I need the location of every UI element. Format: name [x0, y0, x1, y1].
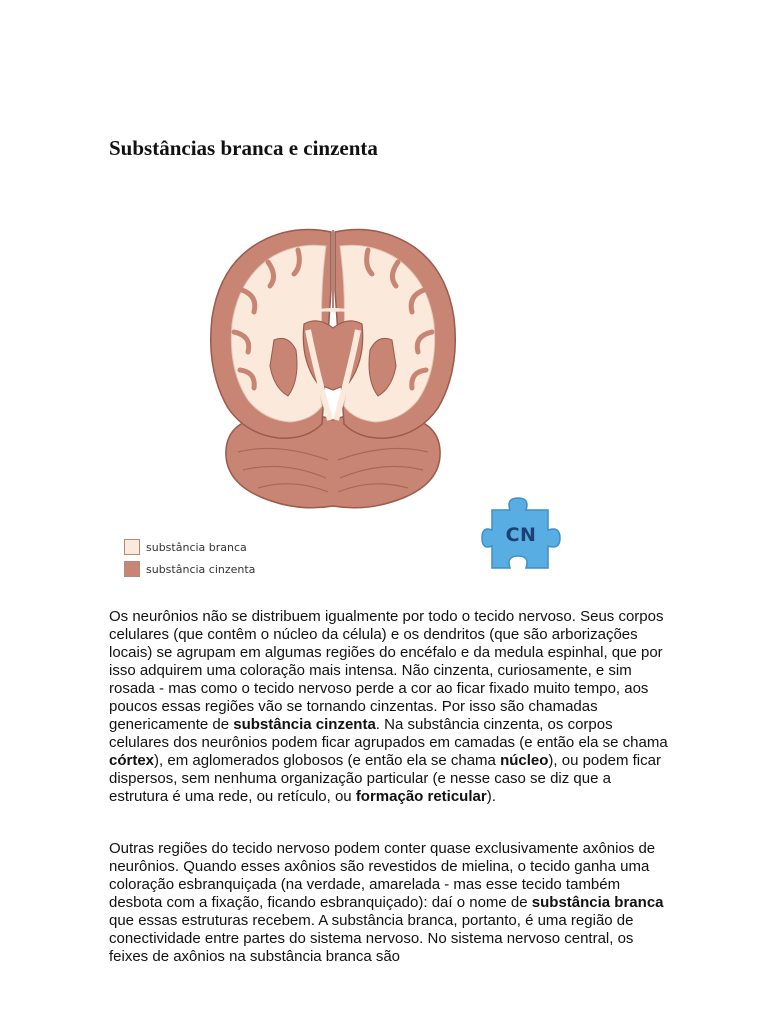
- legend-label: substância cinzenta: [146, 562, 256, 576]
- bold-term: córtex: [109, 752, 155, 769]
- text-run: ), em aglomerados globosos (e então ela se chama: [154, 752, 501, 769]
- text-run: . Na substância cinzenta, os corpos celulares dos neurônios podem ficar agrupados em camadas (e então ela se chama: [109, 716, 668, 751]
- swatch-grey-matter: [124, 561, 140, 577]
- legend-item-substancia-branca: [124, 536, 255, 558]
- brain-figure: [108, 200, 578, 600]
- text-run: ), ou podem ficar dispersos, sem nenhuma organização particular (e nesse caso se diz que a estrutura é uma rede, ou retículo, ou: [109, 752, 661, 805]
- bold-term: substância branca: [531, 894, 664, 911]
- paragraph-substancia-branca: [109, 840, 669, 966]
- swatch-white-matter: [124, 539, 140, 555]
- legend: [124, 536, 255, 580]
- cn-puzzle-logo: [478, 492, 564, 583]
- bold-term: formação reticular: [355, 788, 487, 805]
- bold-term: núcleo: [500, 752, 549, 769]
- bold-term: substância cinzenta: [233, 716, 376, 733]
- brain-coronal-section-illustration: [198, 220, 468, 520]
- legend-item-substancia-cinzenta: [124, 558, 255, 580]
- text-run: Outras regiões do tecido nervoso podem conter quase exclusivamente axônios de neurônios. Quando esses axônios são revestidos de mielina, o tecido ganha uma coloração esbranquiçada (na verdade, amarelada - mas esse tecido também desbota com a fixação, ficando esbranquiçado): daí o nome de: [109, 840, 656, 911]
- text-run: Os neurônios não se distribuem igualmente por todo o tecido nervoso. Seus corpos celulares (que contêm o núcleo da célula) e os dendritos (que são arborizações locais) se agrupam em algumas regiões do encéfalo e da medula espinhal, que por isso adquirem uma coloração mais intensa. Não cinzenta, curiosamente, e sim rosada - mas como o tecido nervoso perde a cor ao ficar fixado muito tempo, aos poucos essas regiões vão se tornando cinzentas. Por isso são chamadas genericamente de: [109, 608, 664, 733]
- paragraph-substancia-cinzenta: [109, 608, 669, 806]
- text-run: ).: [486, 788, 496, 805]
- text-run: que essas estruturas recebem. A substância branca, portanto, é uma região de conectividade entre partes do sistema nervoso. No sistema nervoso central, os feixes de axônios na substância branca são: [109, 912, 634, 965]
- legend-label: substância branca: [146, 540, 247, 554]
- page-title: Substâncias branca e cinzenta: [109, 136, 378, 160]
- logo-text: CN: [505, 524, 537, 546]
